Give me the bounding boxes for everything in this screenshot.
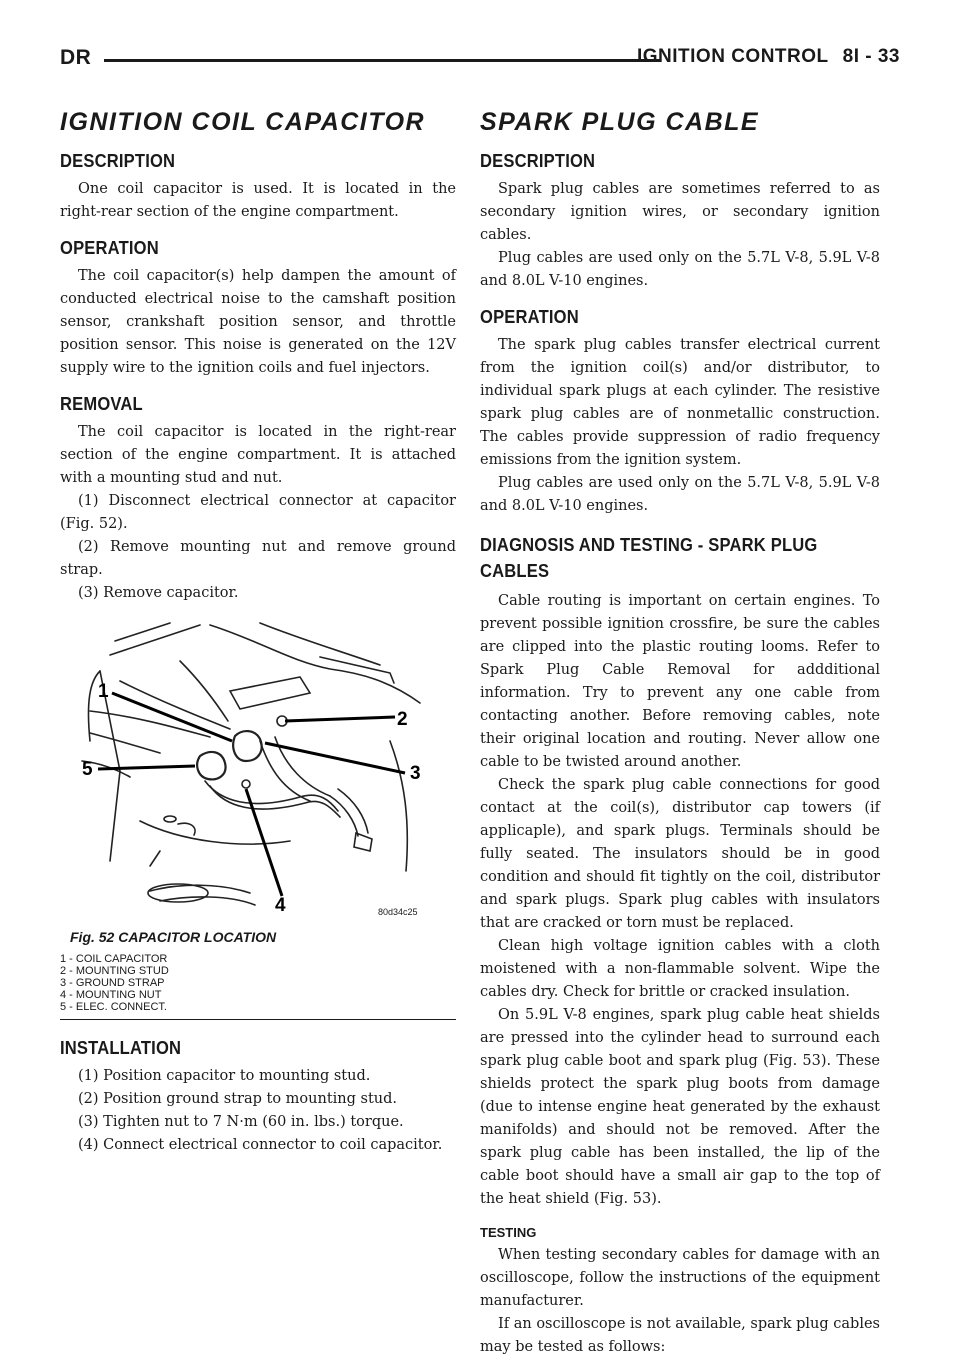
- paragraph: Cable routing is important on certain engines. To prevent possible ignition crossfire, be sure the cables are clipped into the plastic routing looms. Refer to Spark Plug Cable Removal for addditional information. Try to prevent any one cable from contacting another. Before removing cables, note their original location and routing. Never allow one cable to be twisted around another.: [480, 593, 880, 770]
- callout-3: 3: [410, 763, 421, 784]
- section-title-ignition-coil-capacitor: IGNITION COIL CAPACITOR: [60, 108, 426, 136]
- heading-description: DESCRIPTION: [480, 151, 596, 171]
- paragraph: One coil capacitor is used. It is located in the right-rear section of the engine compartment.: [60, 181, 456, 220]
- step: (2) Remove mounting nut and remove ground strap.: [60, 539, 456, 578]
- paragraph: On 5.9L V-8 engines, spark plug cable heat shields are pressed into the cylinder head to surround each spark plug cable boot and spark plug (Fig. 53). These shields protect the spark plug boots from damage (due to intense engine heat generated by the exhaust manifolds) and should not be removed. After the spark plug cable has been installed, the lip of the cable boot should have a small air gap to the top of the heat shield (Fig. 53).: [480, 1007, 880, 1207]
- left-column: [60, 108, 456, 1157]
- heading-removal: REMOVAL: [60, 394, 143, 414]
- paragraph: Check the spark plug cable connections for good contact at the coil(s), distributor cap towers (if applicaple), and spark plugs. Terminals should be fully seated. The insulators should be in good condition and should fit tightly on the coil, distributor and spark plugs. Spark plug cables with insulators that are cracked or torn must be replaced.: [480, 777, 880, 931]
- legend-item: 3 - GROUND STRAP: [60, 977, 165, 989]
- header-section: IGNITION CONTROL: [636, 46, 829, 67]
- figure-legend: [60, 953, 456, 1020]
- paragraph: The coil capacitor is located in the right-rear section of the engine compartment. It is attached with a mounting stud and nut.: [60, 424, 456, 486]
- paragraph: Spark plug cables are sometimes referred to as secondary ignition wires, or secondary ignition cables.: [480, 181, 880, 243]
- figure-capacitor-location: [60, 621, 456, 921]
- step: (3) Tighten nut to 7 N·m (60 in. lbs.) torque.: [78, 1114, 404, 1130]
- callout-1: 1: [98, 681, 109, 702]
- paragraph: Clean high voltage ignition cables with a cloth moistened with a non-flammable solvent. Wipe the cables dry. Check for brittle or cracked insulation.: [480, 938, 880, 1000]
- step: (1) Position capacitor to mounting stud.: [78, 1068, 371, 1084]
- header-page-number: 8I - 33: [842, 46, 900, 67]
- callout-5: 5: [82, 759, 93, 780]
- step: (1) Disconnect electrical connector at capacitor (Fig. 52).: [60, 493, 456, 532]
- figure-caption: Fig. 52 CAPACITOR LOCATION: [70, 929, 277, 945]
- legend-item: 1 - COIL CAPACITOR: [60, 953, 168, 965]
- step: (4) Connect electrical connector to coil capacitor.: [78, 1137, 443, 1153]
- legend-item: 2 - MOUNTING STUD: [60, 965, 169, 977]
- heading-testing: TESTING: [480, 1225, 537, 1240]
- capacitor-illustration: [60, 621, 456, 921]
- paragraph: Plug cables are used only on the 5.7L V-8, 5.9L V-8 and 8.0L V-10 engines.: [480, 475, 880, 514]
- heading-description: DESCRIPTION: [60, 151, 176, 171]
- header-manual-code: DR: [60, 46, 92, 69]
- paragraph: When testing secondary cables for damage with an oscilloscope, follow the instructions of the equipment manufacturer.: [480, 1247, 880, 1309]
- paragraph: If an oscilloscope is not available, spark plug cables may be tested as follows:: [480, 1316, 880, 1355]
- callout-2: 2: [397, 709, 408, 730]
- legend-item: 5 - ELEC. CONNECT.: [60, 1001, 167, 1013]
- legend-item: 4 - MOUNTING NUT: [60, 989, 162, 1001]
- heading-diagnosis-and-testing: DIAGNOSIS AND TESTING - SPARK PLUG CABLES: [480, 535, 818, 581]
- header-rule: [104, 59, 660, 62]
- paragraph: The coil capacitor(s) help dampen the amount of conducted electrical noise to the camshaft position sensor, crankshaft position sensor, and throttle position sensor. This noise is generated on the 12V supply wire to the ignition coils and fuel injectors.: [60, 268, 456, 376]
- callout-4: 4: [275, 895, 286, 916]
- heading-operation: OPERATION: [480, 307, 579, 327]
- section-title-spark-plug-cable: SPARK PLUG CABLE: [480, 108, 760, 136]
- step: (3) Remove capacitor.: [78, 585, 239, 601]
- step: (2) Position ground strap to mounting stud.: [78, 1091, 398, 1107]
- paragraph: Plug cables are used only on the 5.7L V-8, 5.9L V-8 and 8.0L V-10 engines.: [480, 250, 880, 289]
- heading-installation: INSTALLATION: [60, 1038, 182, 1058]
- figure-id: 80d34c25: [378, 907, 418, 917]
- header-section-page: [637, 46, 900, 68]
- right-column: [480, 108, 880, 1359]
- paragraph: The spark plug cables transfer electrical current from the ignition coil(s) and/or distributor, to individual spark plugs at each cylinder. The resistive spark plug cables are of nonmetallic construction. The cables provide suppression of radio frequency emissions from the ignition system.: [480, 337, 880, 468]
- page-header: [60, 46, 900, 76]
- heading-operation: OPERATION: [60, 238, 159, 258]
